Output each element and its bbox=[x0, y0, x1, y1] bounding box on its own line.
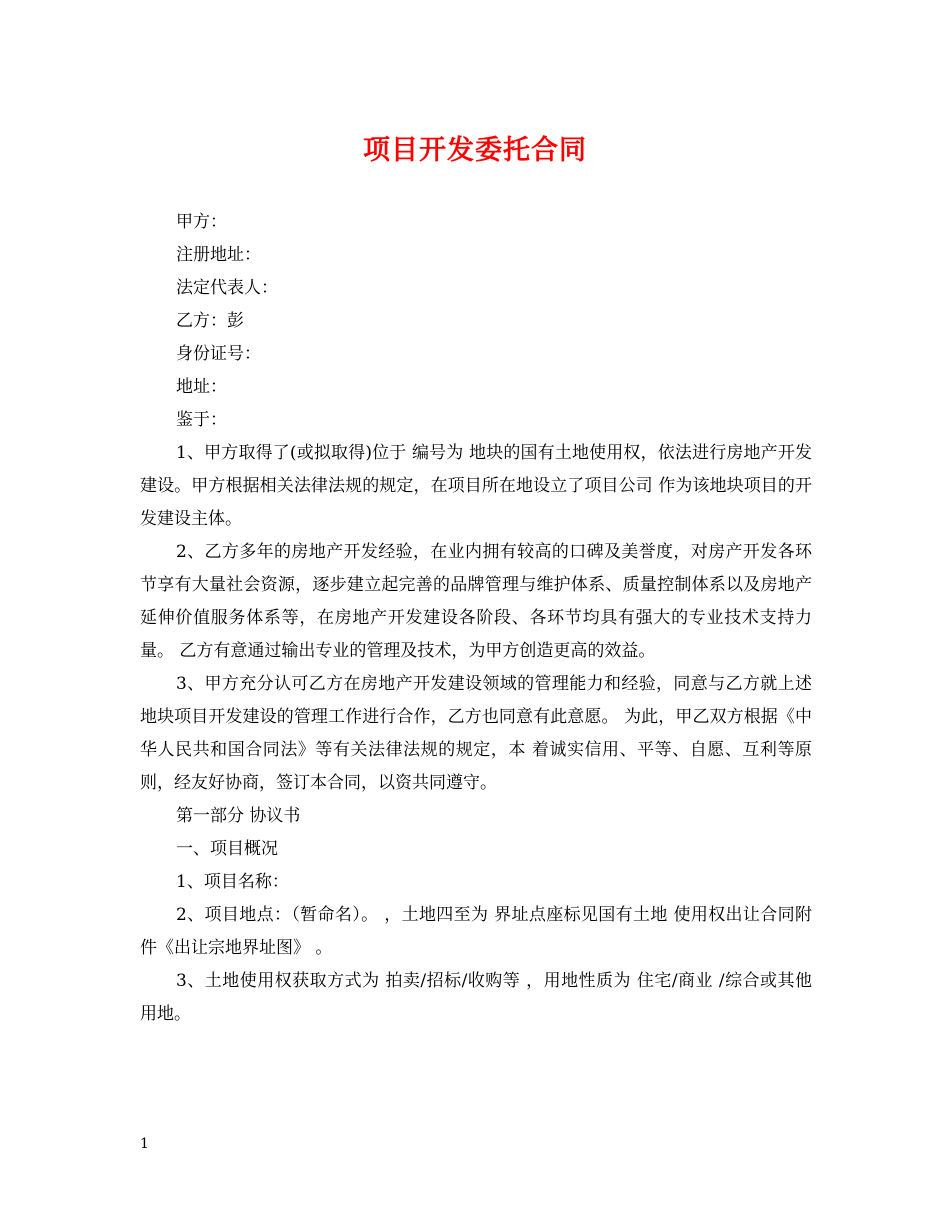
id-number-line: 身份证号： bbox=[176, 344, 261, 364]
party-b-line: 乙方：彭 bbox=[176, 311, 244, 331]
whereas-line: 鉴于： bbox=[176, 410, 227, 430]
page-number: 1 bbox=[140, 1136, 149, 1152]
recital-paragraph-1: 1、甲方取得了(或拟取得)位于 编号为 地块的国有土地使用权，依法进行房地产开发建设。甲方根据相关法律法规的规定，在项目所在地设立了项目公司 作为该地块项目的开发建设主体。 bbox=[140, 443, 812, 529]
project-overview-heading: 一、项目概况 bbox=[176, 839, 278, 859]
legal-representative-line: 法定代表人： bbox=[176, 278, 278, 298]
address-line: 地址： bbox=[176, 377, 227, 397]
document-title: 项目开发委托合同 bbox=[363, 135, 587, 166]
document-body bbox=[140, 206, 812, 1031]
recital-paragraph-2: 2、乙方多年的房地产开发经验，在业内拥有较高的口碑及美誉度，对房产开发各环节享有大量社会资源，逐步建立起完善的品牌管理与维护体系、质量控制体系以及房地产延伸价值服务体系等，在房地产开发建设各阶段、各环节均具有强大的专业技术支持力量。 乙方有意通过输出专业的管理及技术，为甲方创造更高的效益。 bbox=[140, 542, 812, 661]
party-a-line: 甲方： bbox=[176, 212, 227, 232]
project-name-line: 1、项目名称： bbox=[176, 872, 289, 892]
part-one-heading: 第一部分 协议书 bbox=[176, 806, 301, 826]
recital-paragraph-3: 3、甲方充分认可乙方在房地产开发建设领域的管理能力和经验，同意与乙方就上述地块项目开发建设的管理工作进行合作，乙方也同意有此意愿。 为此，甲乙双方根据《中华人民共和国合同法》等有关法律法规的规定，本 着诚实信用、平等、自愿、互利等原则，经友好协商，签订本合同，以资共同遵守。 bbox=[140, 674, 812, 793]
registered-address-line: 注册地址： bbox=[176, 245, 261, 265]
project-location-paragraph: 2、项目地点：（暂命名）。 ，土地四至为 界址点座标见国有土地 使用权出让合同附件《出让宗地界址图》 。 bbox=[140, 905, 812, 958]
land-use-paragraph: 3、土地使用权获取方式为 拍卖/招标/收购等 ，用地性质为 住宅/商业 /综合或其他 用地。 bbox=[140, 971, 812, 1024]
